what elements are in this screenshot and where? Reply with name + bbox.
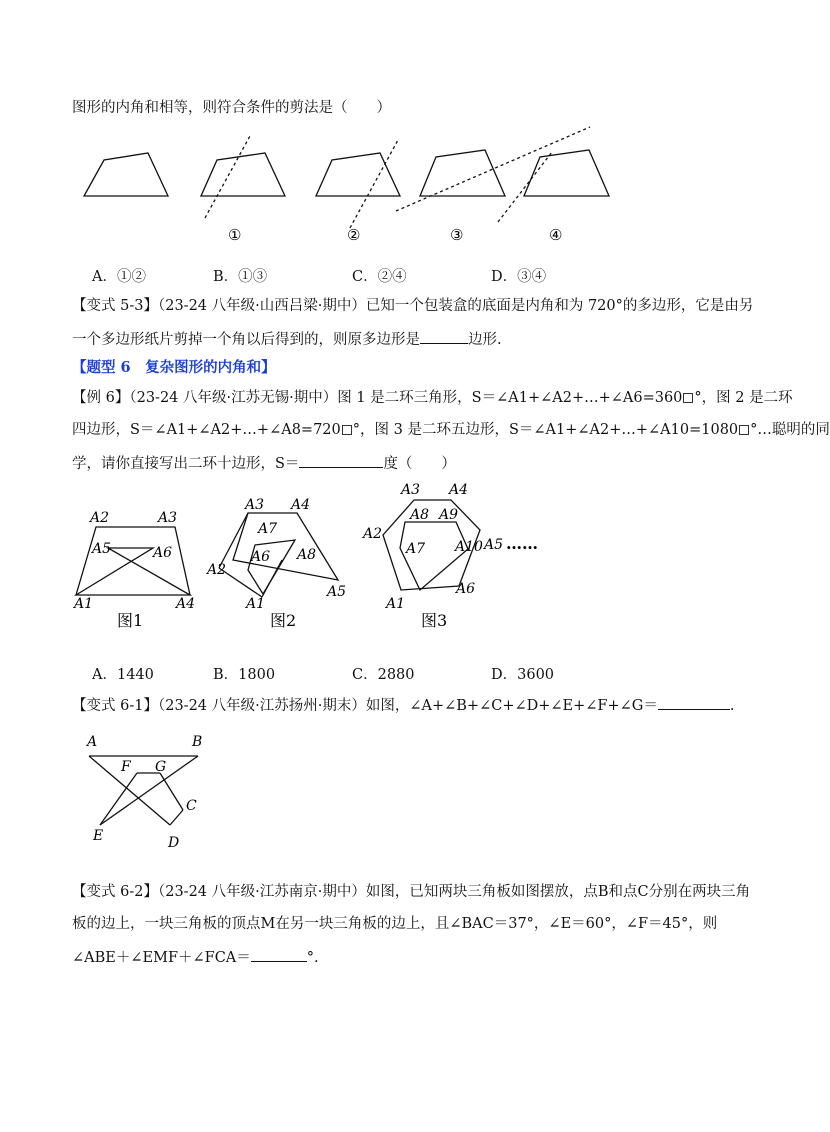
svg-text:……: …… xyxy=(506,534,538,553)
placeholder-box-icon xyxy=(683,393,693,403)
answer-blank[interactable] xyxy=(299,452,383,468)
trapezoid-original xyxy=(84,153,168,196)
question-intro-line: 图形的内角和相等，则符合条件的剪法是（ ） xyxy=(72,100,391,116)
cut-line-4 xyxy=(498,152,552,222)
fig1-caption: 图1 xyxy=(117,611,144,630)
fig3-inner xyxy=(400,522,468,590)
svg-text:A8: A8 xyxy=(297,547,317,563)
fig3-outer xyxy=(383,500,480,590)
answer-blank[interactable] xyxy=(420,328,468,344)
svg-text:A6: A6 xyxy=(251,549,271,565)
svg-text:A1: A1 xyxy=(74,596,94,612)
option-c: C．②④ xyxy=(352,269,407,285)
v53-line1: 【变式 5-3】（23-24 八年级·山西吕梁·期中）已知一个包装盒的底面是内角和为 720°的多边形，它是由另 xyxy=(72,298,754,314)
fig1-inner-cross xyxy=(76,548,190,595)
svg-text:A4: A4 xyxy=(291,497,311,513)
cut-line-3 xyxy=(396,127,590,211)
v62-line3: ∠ABE＋∠EMF＋∠FCA＝ °. xyxy=(72,946,319,968)
svg-text:E: E xyxy=(93,828,104,844)
placeholder-box-icon xyxy=(342,425,352,435)
fig2-caption: 图2 xyxy=(270,611,297,630)
e6-option-d: D．3600 xyxy=(491,667,555,683)
svg-text:A5: A5 xyxy=(92,541,112,557)
v61-line1: 【变式 6-1】（23-24 八年级·江苏扬州·期末）如图，∠A+∠B+∠C+∠D+∠E+∠F+∠G＝ . xyxy=(72,694,734,716)
svg-text:A4: A4 xyxy=(176,596,196,612)
svg-text:A10: A10 xyxy=(455,539,483,555)
label-2: ② xyxy=(347,226,361,244)
answer-blank[interactable] xyxy=(658,694,730,710)
svg-text:A2: A2 xyxy=(363,526,383,542)
svg-text:A3: A3 xyxy=(158,510,178,526)
e6-line1: 【例 6】（23-24 八年级·江苏无锡·期中）图 1 是二环三角形，S＝∠A1+∠A2+…+∠A6=360 °，图 2 是二环 xyxy=(72,390,793,406)
v62-line1: 【变式 6-2】（23-24 八年级·江苏南京·期中）如图，已知两块三角板如图摆放，点B和点C分别在两块三角 xyxy=(72,884,751,900)
svg-text:A1: A1 xyxy=(386,596,406,612)
svg-text:A3: A3 xyxy=(401,482,421,498)
placeholder-box-icon xyxy=(739,425,749,435)
svg-text:A2: A2 xyxy=(207,562,227,578)
svg-text:A6: A6 xyxy=(456,581,476,597)
svg-text:B: B xyxy=(192,734,203,750)
svg-text:A7: A7 xyxy=(406,541,426,557)
option-a: A．①② xyxy=(92,269,146,285)
trapezoid-1 xyxy=(201,153,285,196)
label-3: ③ xyxy=(450,226,464,244)
option-b: B．①③ xyxy=(213,269,268,285)
option-d: D．③④ xyxy=(491,269,547,285)
e6-option-a: A．1440 xyxy=(92,667,154,683)
trapezoid-4 xyxy=(524,150,609,196)
fig2-inner xyxy=(248,540,295,594)
trapezoid-3 xyxy=(420,150,505,196)
svg-text:A: A xyxy=(87,734,98,750)
trapezoid-2 xyxy=(316,153,400,196)
v53-line2: 一个多边形纸片剪掉一个角以后得到的，则原多边形是 边形. xyxy=(72,328,502,350)
svg-text:A5: A5 xyxy=(484,537,504,553)
svg-text:A4: A4 xyxy=(449,482,469,498)
fig1-outer xyxy=(76,527,190,595)
e6-line3: 学，请你直接写出二环十边形，S＝ 度（ ） xyxy=(72,452,456,474)
svg-text:A5: A5 xyxy=(327,584,347,600)
e6-line2: 四边形，S＝∠A1+∠A2+…+∠A8=720 °，图 3 是二环五边形，S＝∠A1+∠A2+…+∠A10=1080 °…聪明的同 xyxy=(72,422,830,438)
svg-text:A8: A8 xyxy=(410,507,430,523)
svg-text:C: C xyxy=(186,798,197,814)
fig3-caption: 图3 xyxy=(421,611,448,630)
svg-text:F: F xyxy=(121,759,131,775)
svg-text:A2: A2 xyxy=(90,510,110,526)
e6-option-c: C．2880 xyxy=(352,667,415,683)
svg-text:A3: A3 xyxy=(245,497,265,513)
svg-text:A7: A7 xyxy=(258,521,278,537)
label-1: ① xyxy=(228,226,242,244)
e6-option-b: B．1800 xyxy=(213,667,276,683)
answer-blank[interactable] xyxy=(251,946,307,962)
fig2-outer xyxy=(233,513,338,580)
v53-tag: 【变式 5-3】 xyxy=(72,298,158,314)
svg-text:A1: A1 xyxy=(246,596,266,612)
section-title: 【题型 6 复杂图形的内角和】 xyxy=(72,359,276,376)
svg-text:D: D xyxy=(168,835,180,851)
cut-line-2 xyxy=(350,140,398,228)
label-4: ④ xyxy=(549,226,563,244)
cut-line-1 xyxy=(205,136,250,218)
svg-text:G: G xyxy=(155,759,167,775)
svg-text:A9: A9 xyxy=(439,507,459,523)
v62-line2: 板的边上，一块三角板的顶点M在另一块三角板的边上，且∠BAC＝37°，∠E＝60°，∠F＝45°，则 xyxy=(72,916,718,932)
svg-text:A6: A6 xyxy=(153,545,173,561)
